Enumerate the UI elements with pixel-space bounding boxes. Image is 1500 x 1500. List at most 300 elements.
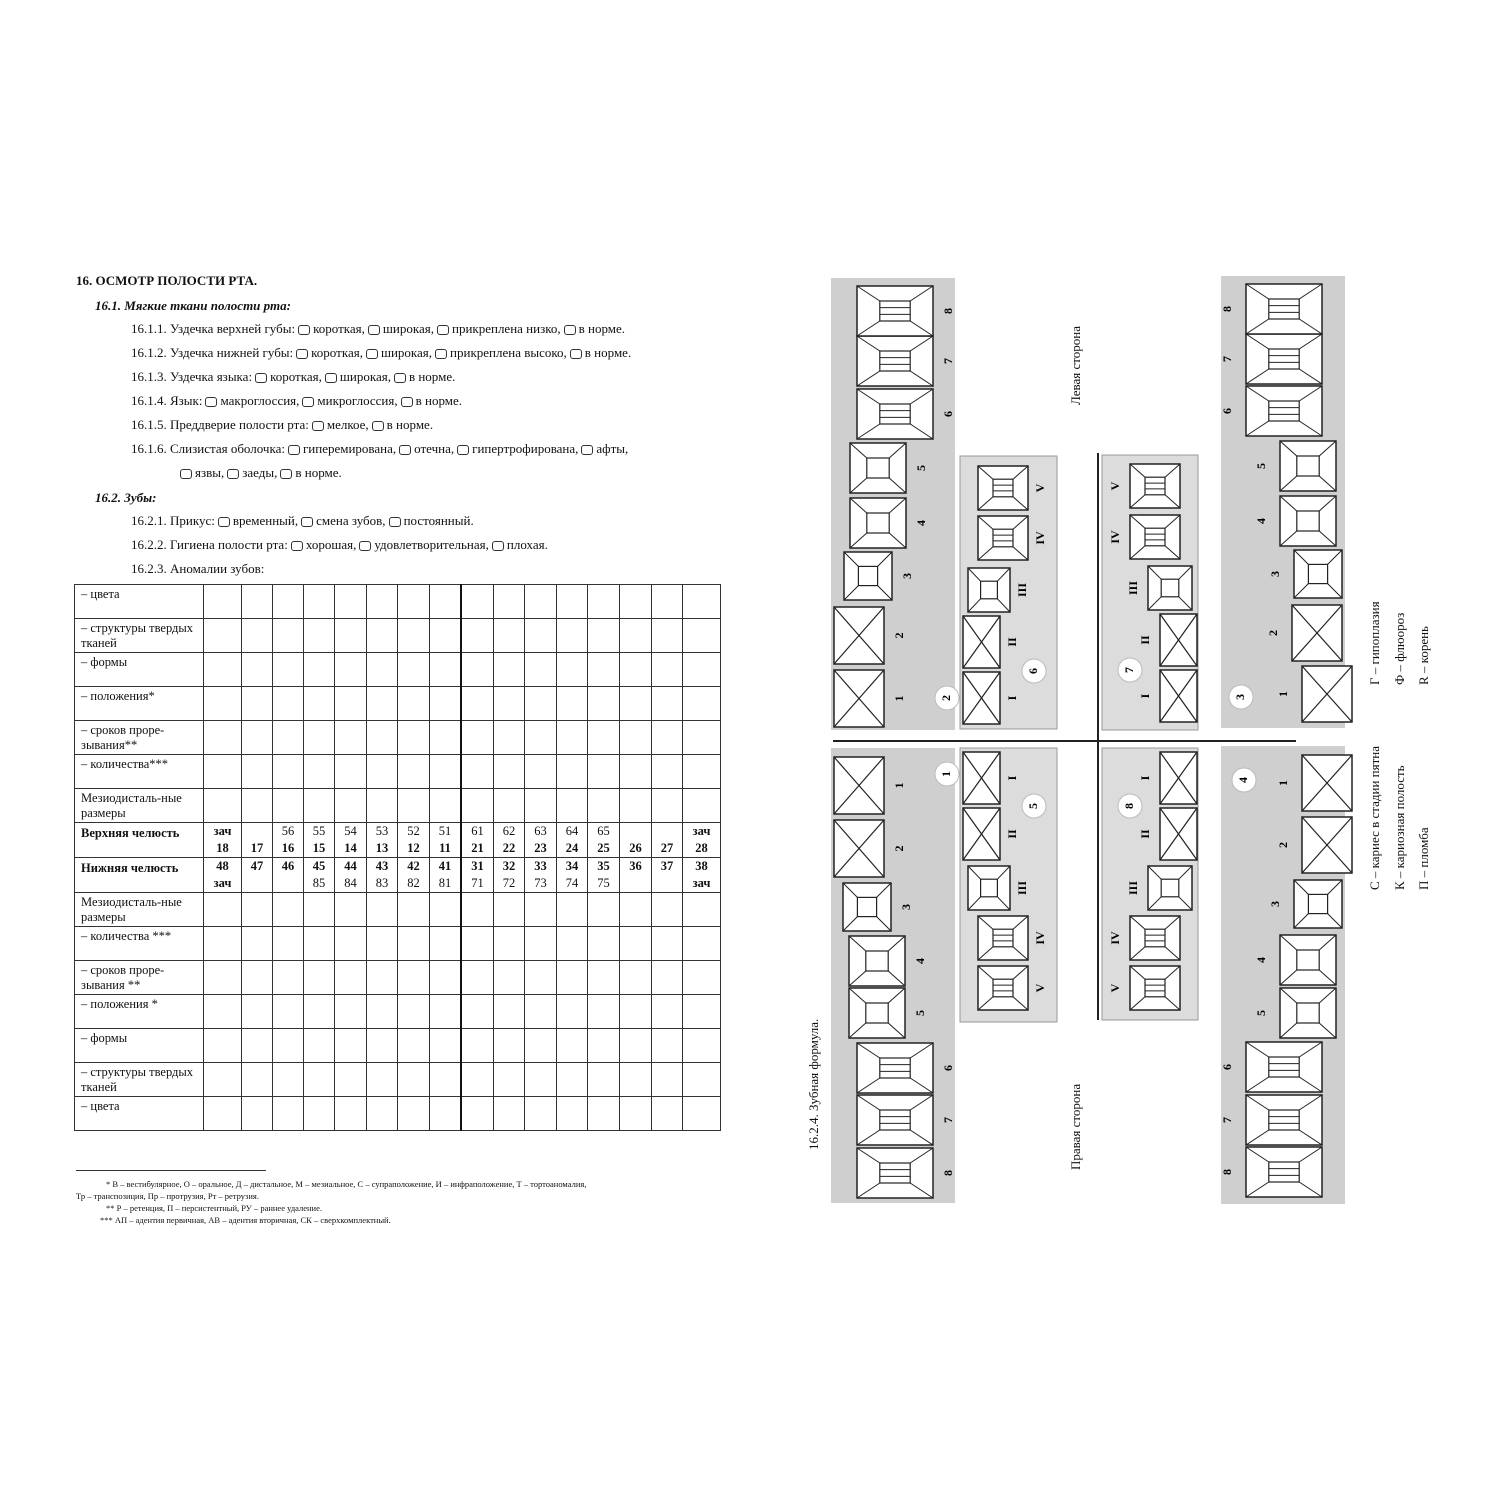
table-cell[interactable] xyxy=(652,585,683,619)
table-cell[interactable] xyxy=(683,1097,721,1131)
table-cell[interactable] xyxy=(335,1029,367,1063)
table-cell[interactable] xyxy=(273,653,304,687)
option-checkbox[interactable] xyxy=(302,397,314,407)
table-cell[interactable] xyxy=(242,995,273,1029)
table-cell[interactable] xyxy=(430,789,462,823)
table-cell[interactable] xyxy=(461,1097,494,1131)
table-cell[interactable] xyxy=(494,1097,525,1131)
table-cell[interactable] xyxy=(304,995,335,1029)
table-cell[interactable] xyxy=(367,721,398,755)
option-checkbox[interactable] xyxy=(368,325,380,335)
table-cell[interactable] xyxy=(367,1063,398,1097)
table-cell[interactable] xyxy=(204,721,242,755)
table-cell[interactable] xyxy=(367,653,398,687)
tooth-number: 8 xyxy=(1219,306,1234,312)
table-cell[interactable] xyxy=(620,893,652,927)
tooth-number-cell xyxy=(620,858,652,893)
table-cell[interactable] xyxy=(620,927,652,961)
table-cell[interactable] xyxy=(430,619,462,653)
table-cell[interactable] xyxy=(335,721,367,755)
table-cell[interactable] xyxy=(588,789,620,823)
table-cell[interactable] xyxy=(204,995,242,1029)
table-cell[interactable] xyxy=(525,927,557,961)
table-cell[interactable] xyxy=(683,755,721,789)
table-cell[interactable] xyxy=(242,755,273,789)
row-label: – структуры твердых тканей xyxy=(75,619,204,653)
table-cell[interactable] xyxy=(652,653,683,687)
table-cell[interactable] xyxy=(652,927,683,961)
table-cell[interactable] xyxy=(461,1063,494,1097)
option-checkbox[interactable] xyxy=(366,349,378,359)
footnote-rule xyxy=(76,1170,266,1171)
table-cell[interactable] xyxy=(304,1029,335,1063)
table-cell[interactable] xyxy=(557,1063,588,1097)
table-cell[interactable] xyxy=(304,687,335,721)
table-cell[interactable] xyxy=(242,653,273,687)
table-cell[interactable] xyxy=(204,1063,242,1097)
table-cell[interactable] xyxy=(525,687,557,721)
table-cell[interactable] xyxy=(273,687,304,721)
table-cell[interactable] xyxy=(525,585,557,619)
option-checkbox[interactable] xyxy=(205,397,217,407)
table-cell[interactable] xyxy=(525,1097,557,1131)
table-cell[interactable] xyxy=(335,927,367,961)
table-cell[interactable] xyxy=(335,893,367,927)
table-cell[interactable] xyxy=(204,789,242,823)
option-checkbox[interactable] xyxy=(255,373,267,383)
table-cell[interactable] xyxy=(652,755,683,789)
table-cell[interactable] xyxy=(304,789,335,823)
option-checkbox[interactable] xyxy=(288,445,300,455)
table-row xyxy=(75,585,721,619)
table-cell[interactable] xyxy=(557,653,588,687)
row-label: – цвета xyxy=(75,585,204,619)
tooth-number: 7 xyxy=(940,358,955,364)
table-cell[interactable] xyxy=(430,653,462,687)
table-cell[interactable] xyxy=(494,687,525,721)
table-cell[interactable] xyxy=(242,585,273,619)
table-cell[interactable] xyxy=(204,927,242,961)
table-cell[interactable] xyxy=(588,1029,620,1063)
table-cell[interactable] xyxy=(430,755,462,789)
row-label: Мезиодисталь-ные размеры xyxy=(75,893,204,927)
table-cell[interactable] xyxy=(335,585,367,619)
table-cell[interactable] xyxy=(525,653,557,687)
table-cell[interactable] xyxy=(557,755,588,789)
table-cell[interactable] xyxy=(430,995,462,1029)
table-cell[interactable] xyxy=(204,653,242,687)
table-cell[interactable] xyxy=(367,619,398,653)
table-cell[interactable] xyxy=(242,893,273,927)
table-cell[interactable] xyxy=(335,1097,367,1131)
table-cell[interactable] xyxy=(588,721,620,755)
table-cell[interactable] xyxy=(557,961,588,995)
table-cell[interactable] xyxy=(430,687,462,721)
table-cell[interactable] xyxy=(461,619,494,653)
table-cell[interactable] xyxy=(557,585,588,619)
table-cell[interactable] xyxy=(367,1029,398,1063)
option-checkbox[interactable] xyxy=(218,517,230,527)
table-cell[interactable] xyxy=(652,687,683,721)
table-cell[interactable] xyxy=(588,893,620,927)
table-cell[interactable] xyxy=(242,619,273,653)
table-cell[interactable] xyxy=(461,893,494,927)
table-cell[interactable] xyxy=(398,893,430,927)
tooth-number-bottom: 27 xyxy=(660,841,674,855)
table-cell[interactable] xyxy=(588,687,620,721)
table-cell[interactable] xyxy=(461,995,494,1029)
table-cell[interactable] xyxy=(461,1029,494,1063)
table-cell[interactable] xyxy=(430,893,462,927)
tooth-number: V xyxy=(1107,983,1122,993)
table-cell[interactable] xyxy=(273,721,304,755)
table-cell[interactable] xyxy=(620,653,652,687)
table-cell[interactable] xyxy=(461,721,494,755)
table-cell[interactable] xyxy=(367,995,398,1029)
option-checkbox[interactable] xyxy=(492,541,504,551)
table-cell[interactable] xyxy=(398,721,430,755)
tooth-number-top: 56 xyxy=(281,824,295,838)
table-cell[interactable] xyxy=(242,927,273,961)
option-checkbox[interactable] xyxy=(359,541,371,551)
table-cell[interactable] xyxy=(273,1029,304,1063)
option-label: короткая, xyxy=(270,369,322,384)
table-cell[interactable] xyxy=(242,961,273,995)
table-cell[interactable] xyxy=(525,789,557,823)
table-cell[interactable] xyxy=(430,961,462,995)
table-cell[interactable] xyxy=(683,687,721,721)
option-checkbox[interactable] xyxy=(325,373,337,383)
table-cell[interactable] xyxy=(620,789,652,823)
table-cell[interactable] xyxy=(620,755,652,789)
table-cell[interactable] xyxy=(525,721,557,755)
table-row xyxy=(75,1029,721,1063)
table-cell[interactable] xyxy=(304,1097,335,1131)
option-checkbox[interactable] xyxy=(401,397,413,407)
table-cell[interactable] xyxy=(652,961,683,995)
table-cell[interactable] xyxy=(430,1029,462,1063)
table-cell[interactable] xyxy=(525,995,557,1029)
quadrant-number: 4 xyxy=(1235,777,1250,783)
option-checkbox[interactable] xyxy=(457,445,469,455)
table-cell[interactable] xyxy=(461,755,494,789)
tooth-number-top: зач xyxy=(213,824,232,838)
table-cell[interactable] xyxy=(273,1097,304,1131)
table-cell[interactable] xyxy=(242,687,273,721)
table-cell[interactable] xyxy=(304,755,335,789)
right-page xyxy=(760,0,1500,1500)
table-cell[interactable] xyxy=(304,585,335,619)
table-cell[interactable] xyxy=(683,619,721,653)
tooth-number: 7 xyxy=(1219,356,1234,362)
table-cell[interactable] xyxy=(683,961,721,995)
table-cell[interactable] xyxy=(557,721,588,755)
line-prefix: 16.1.5. Преддверие полости рта: xyxy=(131,417,309,432)
table-cell[interactable] xyxy=(683,995,721,1029)
line-prefix: 16.1.2. Уздечка нижней губы: xyxy=(131,345,294,360)
table-cell[interactable] xyxy=(273,619,304,653)
tooth-inner xyxy=(981,581,998,599)
table-cell[interactable] xyxy=(304,653,335,687)
table-cell[interactable] xyxy=(683,585,721,619)
table-cell[interactable] xyxy=(204,1097,242,1131)
table-cell[interactable] xyxy=(204,1029,242,1063)
table-cell[interactable] xyxy=(430,721,462,755)
tooth-inner xyxy=(1297,511,1319,531)
tooth-number-bottom: 81 xyxy=(438,876,452,890)
table-cell[interactable] xyxy=(683,721,721,755)
option-checkbox[interactable] xyxy=(372,421,384,431)
table-cell[interactable] xyxy=(652,1063,683,1097)
table-row xyxy=(75,653,721,687)
option-checkbox[interactable] xyxy=(394,373,406,383)
table-cell[interactable] xyxy=(588,995,620,1029)
tooth-number-cell xyxy=(398,858,430,893)
table-cell[interactable] xyxy=(494,585,525,619)
option-checkbox[interactable] xyxy=(312,421,324,431)
tooth-number-top: 32 xyxy=(502,859,516,873)
table-cell[interactable] xyxy=(652,619,683,653)
table-cell[interactable] xyxy=(398,687,430,721)
quadrant-number: 1 xyxy=(938,771,953,777)
table-cell[interactable] xyxy=(557,927,588,961)
option-checkbox[interactable] xyxy=(437,325,449,335)
table-cell[interactable] xyxy=(557,687,588,721)
table-cell[interactable] xyxy=(204,619,242,653)
row-label: – положения * xyxy=(75,995,204,1029)
table-cell[interactable] xyxy=(304,927,335,961)
table-cell[interactable] xyxy=(620,619,652,653)
table-cell[interactable] xyxy=(398,995,430,1029)
table-cell[interactable] xyxy=(525,961,557,995)
tooth-number-cell xyxy=(304,858,335,893)
table-cell[interactable] xyxy=(461,789,494,823)
table-cell[interactable] xyxy=(588,961,620,995)
table-cell[interactable] xyxy=(367,755,398,789)
table-cell[interactable] xyxy=(335,619,367,653)
table-cell[interactable] xyxy=(588,755,620,789)
table-cell[interactable] xyxy=(461,687,494,721)
table-cell[interactable] xyxy=(398,1063,430,1097)
table-cell[interactable] xyxy=(588,653,620,687)
tooth-number-cell xyxy=(304,823,335,858)
table-cell[interactable] xyxy=(494,961,525,995)
table-cell[interactable] xyxy=(367,687,398,721)
tooth-number-bottom: 24 xyxy=(565,841,579,855)
option-checkbox[interactable] xyxy=(296,349,308,359)
table-cell[interactable] xyxy=(242,1029,273,1063)
table-cell[interactable] xyxy=(335,961,367,995)
table-cell[interactable] xyxy=(367,585,398,619)
tooth-number-top: 54 xyxy=(344,824,357,838)
table-cell[interactable] xyxy=(204,893,242,927)
table-cell[interactable] xyxy=(335,1063,367,1097)
table-cell[interactable] xyxy=(620,995,652,1029)
table-cell[interactable] xyxy=(335,789,367,823)
table-cell[interactable] xyxy=(557,893,588,927)
table-cell[interactable] xyxy=(367,1097,398,1131)
table-cell[interactable] xyxy=(525,1063,557,1097)
tooth-number-cell xyxy=(557,858,588,893)
table-cell[interactable] xyxy=(273,927,304,961)
table-cell[interactable] xyxy=(652,1029,683,1063)
option-checkbox[interactable] xyxy=(435,349,447,359)
table-cell[interactable] xyxy=(204,961,242,995)
table-cell[interactable] xyxy=(557,1029,588,1063)
table-cell[interactable] xyxy=(652,789,683,823)
table-cell[interactable] xyxy=(273,995,304,1029)
table-cell[interactable] xyxy=(398,619,430,653)
tooth-number-bottom: 85 xyxy=(312,876,326,890)
table-cell[interactable] xyxy=(273,755,304,789)
table-cell[interactable] xyxy=(367,961,398,995)
table-cell[interactable] xyxy=(652,1097,683,1131)
table-cell[interactable] xyxy=(398,961,430,995)
table-cell[interactable] xyxy=(620,961,652,995)
table-cell[interactable] xyxy=(398,755,430,789)
table-cell[interactable] xyxy=(620,585,652,619)
table-cell[interactable] xyxy=(398,789,430,823)
table-cell[interactable] xyxy=(683,1029,721,1063)
table-cell[interactable] xyxy=(620,1063,652,1097)
table-cell[interactable] xyxy=(525,893,557,927)
option-checkbox[interactable] xyxy=(399,445,411,455)
option-checkbox[interactable] xyxy=(570,349,582,359)
table-cell[interactable] xyxy=(588,585,620,619)
table-cell[interactable] xyxy=(494,789,525,823)
table-cell[interactable] xyxy=(494,995,525,1029)
tooth-number: I xyxy=(1004,695,1019,701)
tooth-number: 1 xyxy=(891,782,906,789)
table-cell[interactable] xyxy=(620,687,652,721)
table-cell[interactable] xyxy=(204,687,242,721)
tooth-number: 4 xyxy=(913,520,928,526)
table-cell[interactable] xyxy=(461,961,494,995)
table-cell[interactable] xyxy=(494,1063,525,1097)
table-cell[interactable] xyxy=(494,619,525,653)
table-cell[interactable] xyxy=(304,961,335,995)
table-cell[interactable] xyxy=(494,721,525,755)
table-cell[interactable] xyxy=(461,927,494,961)
table-cell[interactable] xyxy=(525,1029,557,1063)
table-cell[interactable] xyxy=(430,927,462,961)
table-cell[interactable] xyxy=(398,1029,430,1063)
table-cell[interactable] xyxy=(335,755,367,789)
table-cell[interactable] xyxy=(557,619,588,653)
table-cell[interactable] xyxy=(588,619,620,653)
table-cell[interactable] xyxy=(525,755,557,789)
tooth-number: 4 xyxy=(1253,518,1268,524)
table-cell[interactable] xyxy=(461,585,494,619)
table-cell[interactable] xyxy=(398,1097,430,1131)
table-cell[interactable] xyxy=(683,653,721,687)
table-cell[interactable] xyxy=(588,927,620,961)
table-cell[interactable] xyxy=(304,893,335,927)
option-checkbox[interactable] xyxy=(180,469,192,479)
table-cell[interactable] xyxy=(494,927,525,961)
option-checkbox[interactable] xyxy=(301,517,313,527)
table-cell[interactable] xyxy=(588,1097,620,1131)
table-cell[interactable] xyxy=(557,789,588,823)
table-cell[interactable] xyxy=(557,1097,588,1131)
table-cell[interactable] xyxy=(430,1097,462,1131)
table-cell[interactable] xyxy=(620,1029,652,1063)
option-label: в норме. xyxy=(578,321,626,336)
tooth-number-top: 42 xyxy=(407,859,420,873)
table-cell[interactable] xyxy=(588,1063,620,1097)
table-cell[interactable] xyxy=(204,755,242,789)
table-cell[interactable] xyxy=(335,653,367,687)
table-cell[interactable] xyxy=(273,789,304,823)
table-cell[interactable] xyxy=(620,721,652,755)
table-cell[interactable] xyxy=(304,619,335,653)
option-checkbox[interactable] xyxy=(581,445,593,455)
table-cell[interactable] xyxy=(525,619,557,653)
table-cell[interactable] xyxy=(273,893,304,927)
option-checkbox[interactable] xyxy=(389,517,401,527)
table-cell[interactable] xyxy=(335,995,367,1029)
tooth-inner xyxy=(858,566,877,585)
table-cell[interactable] xyxy=(652,893,683,927)
table-cell[interactable] xyxy=(304,721,335,755)
table-cell[interactable] xyxy=(461,653,494,687)
option-label: макроглоссия, xyxy=(220,393,300,408)
table-cell[interactable] xyxy=(242,1097,273,1131)
table-cell[interactable] xyxy=(273,961,304,995)
table-cell[interactable] xyxy=(620,1097,652,1131)
option-checkbox[interactable] xyxy=(280,469,292,479)
option-checkbox[interactable] xyxy=(564,325,576,335)
table-cell[interactable] xyxy=(494,653,525,687)
table-cell[interactable] xyxy=(683,1063,721,1097)
table-cell[interactable] xyxy=(398,927,430,961)
table-cell[interactable] xyxy=(367,789,398,823)
table-cell[interactable] xyxy=(683,789,721,823)
table-cell[interactable] xyxy=(683,927,721,961)
table-cell[interactable] xyxy=(204,585,242,619)
table-cell[interactable] xyxy=(494,1029,525,1063)
table-cell[interactable] xyxy=(683,893,721,927)
table-cell[interactable] xyxy=(398,585,430,619)
tooth-number-bottom: 14 xyxy=(344,841,357,855)
table-cell[interactable] xyxy=(557,995,588,1029)
table-cell[interactable] xyxy=(304,1063,335,1097)
table-cell[interactable] xyxy=(273,585,304,619)
table-cell[interactable] xyxy=(494,755,525,789)
table-cell[interactable] xyxy=(430,585,462,619)
table-cell[interactable] xyxy=(367,893,398,927)
table-cell[interactable] xyxy=(430,1063,462,1097)
option-checkbox[interactable] xyxy=(298,325,310,335)
table-cell[interactable] xyxy=(494,893,525,927)
tooth-inner xyxy=(1145,979,1165,997)
tooth-number-bottom: зач xyxy=(692,876,711,890)
table-cell[interactable] xyxy=(652,995,683,1029)
option-checkbox[interactable] xyxy=(227,469,239,479)
table-cell[interactable] xyxy=(242,1063,273,1097)
table-cell[interactable] xyxy=(242,721,273,755)
table-cell[interactable] xyxy=(398,653,430,687)
table-cell[interactable] xyxy=(273,1063,304,1097)
table-cell[interactable] xyxy=(242,789,273,823)
table-cell[interactable] xyxy=(367,927,398,961)
tooth-number-top xyxy=(652,823,682,840)
tooth-number: 2 xyxy=(891,845,906,852)
table-cell[interactable] xyxy=(652,721,683,755)
table-cell[interactable] xyxy=(335,687,367,721)
footnote-1: * В – вестибулярное, О – оральное, Д – дистальное, М – мезиальное, С – супраположение, И – инфраположение, Т – тортоаномалия, xyxy=(106,1179,587,1189)
option-checkbox[interactable] xyxy=(291,541,303,551)
